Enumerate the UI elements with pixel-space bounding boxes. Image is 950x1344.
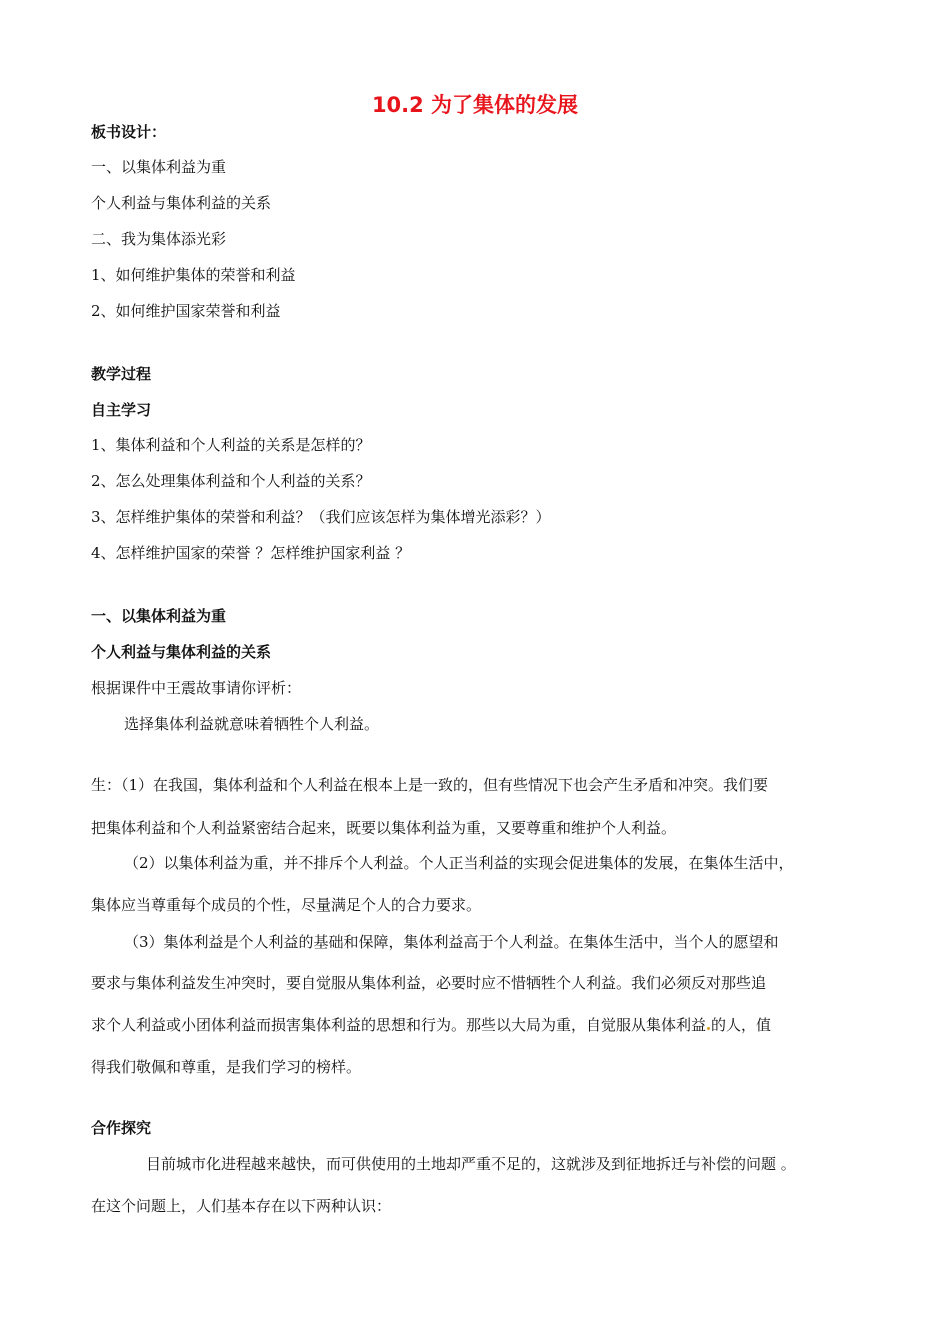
answer-line: 把集体利益和个人利益紧密结合起来，既要以集体利益为重，又要尊重和维护个人利益。 xyxy=(91,819,677,837)
self-study-question: 3、怎样维护集体的荣誉和利益？（我们应该怎样为集体增光添彩？） xyxy=(91,508,551,526)
marker-dot-icon xyxy=(707,1027,710,1030)
self-study-question: 4、怎样维护国家的荣誉 ？怎样维护国家利益 ？ xyxy=(91,544,411,562)
answer-line: 要求与集体利益发生冲突时，要自觉服从集体利益，必要时应不惜牺牲个人利益。我们必须反对那些追 xyxy=(91,974,767,992)
cooperation-line: 目前城市化进程越来越快，而可供使用的土地却严重不足的，这就涉及到征地拆迁与补偿的问题 。 xyxy=(146,1155,796,1173)
answer-line-text: 求个人利益或小团体利益而损害集体利益的思想和行为。那些以大局为重，自觉服从集体利益 xyxy=(91,1016,707,1034)
answer-line: （2）以集体利益为重，并不排斥个人利益。个人正当利益的实现会促进集体的发展，在集体生活中， xyxy=(124,854,794,872)
document-title: 10.2 为了集体的发展 xyxy=(371,93,579,117)
self-study-question: 2、怎么处理集体利益和个人利益的关系？ xyxy=(91,472,371,490)
self-study-question: 1、集体利益和个人利益的关系是怎样的？ xyxy=(91,436,371,454)
answer-line-with-marker xyxy=(91,1015,771,1035)
answer-line: 得我们敬佩和尊重，是我们学习的榜样。 xyxy=(91,1058,362,1076)
cooperation-line: 在这个问题上，人们基本存在以下两种认识： xyxy=(91,1197,392,1215)
answer-line: （3）集体利益是个人利益的基础和保障，集体利益高于个人利益。在集体生活中，当个人的愿望和 xyxy=(124,933,779,951)
board-line: 1、如何维护集体的荣誉和利益 xyxy=(91,266,296,284)
section-one-heading: 一、以集体利益为重 xyxy=(91,607,227,625)
answer-line-text: 的人，值 xyxy=(711,1016,772,1034)
teaching-process-heading: 教学过程 xyxy=(91,365,152,383)
section-one-statement: 选择集体利益就意味着牺牲个人利益。 xyxy=(124,715,380,733)
board-line: 二、我为集体添光彩 xyxy=(91,230,227,248)
section-one-subheading: 个人利益与集体利益的关系 xyxy=(91,643,272,661)
board-line: 个人利益与集体利益的关系 xyxy=(91,194,272,212)
answer-line: 生：（1）在我国，集体利益和个人利益在根本上是一致的，但有些情况下也会产生矛盾和冲突。我们要 xyxy=(91,776,769,794)
board-design-heading: 板书设计： xyxy=(91,123,167,141)
self-study-heading: 自主学习 xyxy=(91,401,152,419)
section-one-prompt: 根据课件中王震故事请你评析： xyxy=(91,679,302,697)
board-line: 2、如何维护国家荣誉和利益 xyxy=(91,302,281,320)
board-line: 一、以集体利益为重 xyxy=(91,158,227,176)
answer-line: 集体应当尊重每个成员的个性，尽量满足个人的合力要求。 xyxy=(91,896,482,914)
cooperation-heading: 合作探究 xyxy=(91,1119,152,1137)
